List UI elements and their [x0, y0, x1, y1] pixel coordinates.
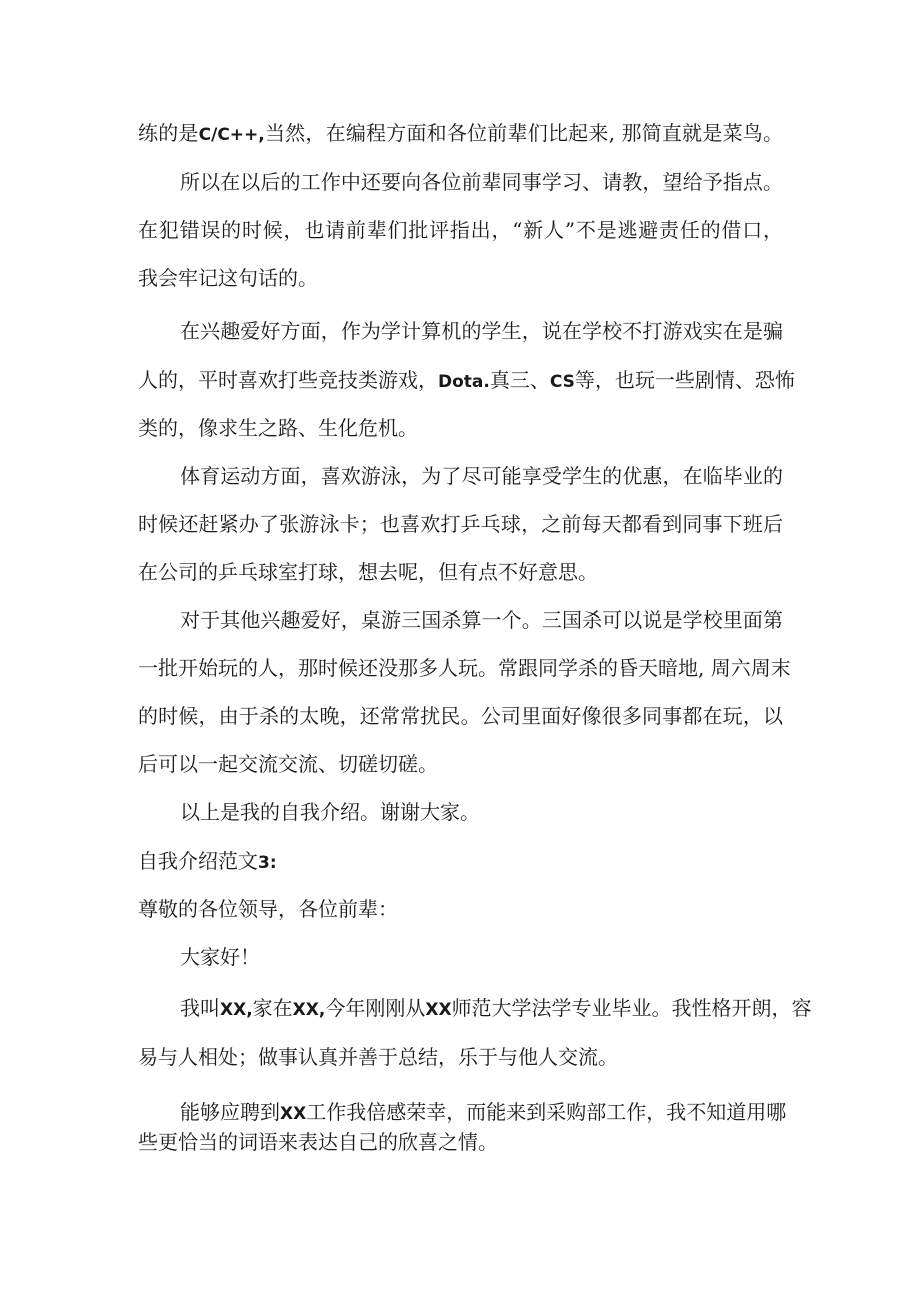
text-line: 人的，平时喜欢打些竞技类游戏，Dota.真三、CS等，也玩一些剧情、恐怖: [138, 368, 795, 392]
text-line: 在犯错误的时候，也请前辈们批评指出，“新人”不是逃避责任的借口，: [138, 218, 783, 242]
text-line: 时候还赶紧办了张游泳卡；也喜欢打乒乓球，之前每天都看到同事下班后: [138, 512, 783, 536]
text-line: 在兴趣爱好方面，作为学计算机的学生，说在学校不打游戏实在是骗: [180, 319, 783, 343]
text-line: 我叫XX,家在XX,今年刚刚从XX师范大学法学专业毕业。我性格开朗，容: [180, 996, 812, 1020]
text-line: 后可以一起交流交流、切磋切磋。: [138, 752, 438, 776]
section-heading: 自我介绍范文3:: [138, 849, 277, 873]
text-line: 我会牢记这句话的。: [138, 266, 318, 290]
bold-term: XX: [280, 1104, 307, 1124]
bold-term: Dota.: [438, 372, 490, 392]
text-line: 以上是我的自我介绍。谢谢大家。: [180, 800, 480, 824]
text-line: 类的，像求生之路、生化危机。: [138, 416, 418, 440]
text-line: 练的是C/C++,当然，在编程方面和各位前辈们比起来, 那简直就是菜鸟。: [138, 121, 783, 145]
text-line: 的时候，由于杀的太晚，还常常扰民。公司里面好像很多同事都在玩，以: [138, 704, 783, 728]
bold-term: 3:: [258, 853, 277, 873]
text-line: 易与人相处；做事认真并善于总结，乐于与他人交流。: [138, 1045, 618, 1069]
text-line: 能够应聘到XX工作我倍感荣幸，而能来到采购部工作，我不知道用哪: [180, 1100, 787, 1124]
text-line: 对于其他兴趣爱好，桌游三国杀算一个。三国杀可以说是学校里面第: [180, 608, 783, 632]
salutation: 尊敬的各位领导，各位前辈：: [138, 897, 398, 921]
bold-term: CS: [549, 372, 575, 392]
text-line: 些更恰当的词语来表达自己的欣喜之情。: [138, 1130, 498, 1154]
greeting: 大家好！: [180, 945, 260, 969]
text-line: 所以在以后的工作中还要向各位前辈同事学习、请教，望给予指点。: [180, 170, 783, 194]
bold-term: C/C++,: [198, 125, 265, 145]
bold-term: XX,: [292, 1000, 326, 1020]
text-line: 体育运动方面，喜欢游泳，为了尽可能享受学生的优惠，在临毕业的: [180, 464, 783, 488]
bold-term: XX,: [220, 1000, 253, 1020]
text-line: 一批开始玩的人，那时候还没那多人玩。常跟同学杀的昏天暗地, 周六周末: [138, 656, 791, 680]
bold-term: XX: [425, 1000, 452, 1020]
text-line: 在公司的乒乓球室打球，想去呢，但有点不好意思。: [138, 560, 598, 584]
